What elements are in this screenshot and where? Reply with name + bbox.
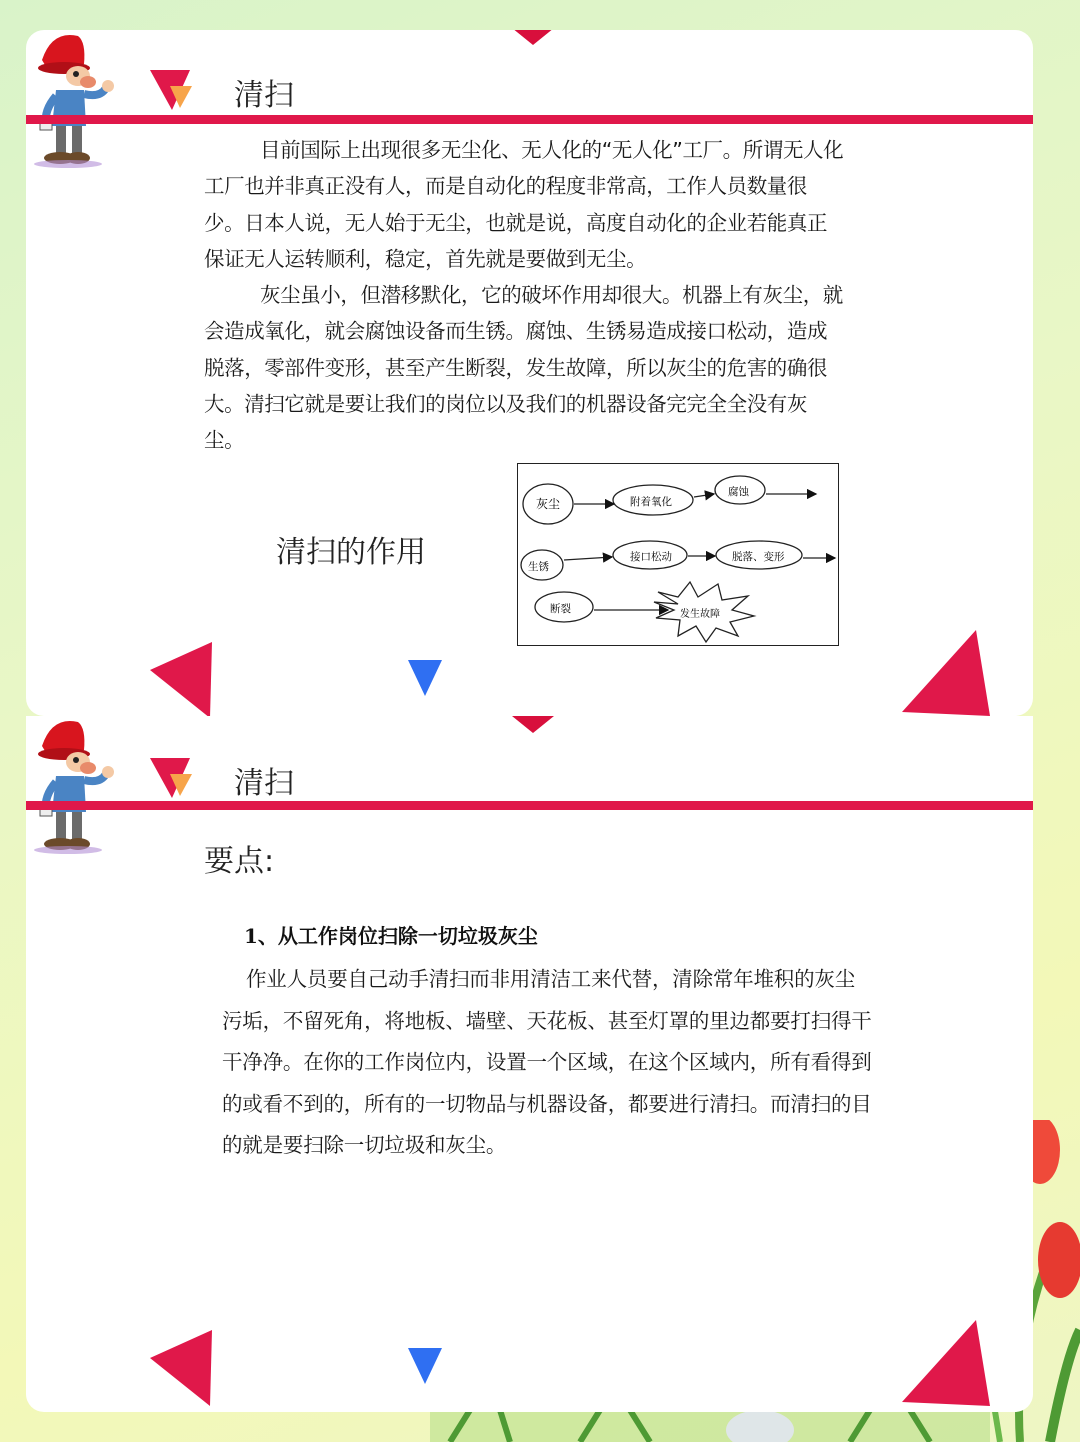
node-rust-label: 生锈 <box>528 561 549 573</box>
title-divider <box>26 115 1033 124</box>
section-label: 清扫的作用 <box>276 535 426 570</box>
red-triangle-right-decoration <box>902 630 992 716</box>
title-marker-icon <box>150 70 196 114</box>
node-oxidize-label: 附着氧化 <box>630 496 672 508</box>
point-1-text: 作业人员要自己动手清扫而非用清洁工来代替，清除常年堆积的灰尘污垢，不留死角，将地板、墙壁、天花板、甚至灯罩的里边都要打扫得干干净净。在你的工作岗位内，设置一个区域，在这个区域内，所有看得到的或看不到的，所有的一切物品与机器设备，都要进行清扫。而清扫的目的就是要扫除一切垃圾和灰尘。 <box>222 967 872 1157</box>
dust-effect-flow-diagram <box>517 463 839 646</box>
keypoints-heading: 要点: <box>204 844 275 879</box>
slide-1 <box>26 30 1033 716</box>
node-dust-label: 灰尘 <box>536 497 561 511</box>
title-marker-icon <box>150 758 196 802</box>
node-loose-label: 接口松动 <box>630 551 672 563</box>
blue-triangle-decoration <box>408 660 442 696</box>
grass-decoration <box>430 1410 990 1442</box>
title-divider <box>26 801 1033 810</box>
point-1-body <box>222 959 872 1167</box>
top-notch-triangle <box>512 30 554 45</box>
paragraph-1: 目前国际上出现很多无尘化、无人化的“无人化”工厂。所谓无人化工厂也并非真正没有人，而是自动化的程度非常高，工作人员数量很少。日本人说，无人始于无尘，也就是说，高度自动化的企业若能真正保证无人运转顺利，稳定，首先就是要做到无尘。 <box>204 138 844 271</box>
node-fault-label: 发生故障 <box>680 609 720 620</box>
worker-mascot-icon <box>28 30 128 170</box>
node-deform-label: 脱落、变形 <box>732 551 785 563</box>
paragraph-2: 灰尘虽小，但潜移默化，它的破坏作用却很大。机器上有灰尘，就会造成氧化，就会腐蚀设备而生锈。腐蚀、生锈易造成接口松动，造成脱落，零部件变形，甚至产生断裂，发生故障，所以灰尘的危害的确很大。清扫它就是要让我们的岗位以及我们的机器设备完完全全没有灰尘。 <box>204 283 843 453</box>
point-1-title: 1、从工作岗位扫除一切垃圾灰尘 <box>244 924 538 948</box>
body-text <box>204 132 844 459</box>
blue-triangle-decoration <box>408 1348 442 1384</box>
node-corrode-label: 腐蚀 <box>728 486 749 498</box>
red-triangle-left-decoration <box>150 642 214 716</box>
node-break-label: 断裂 <box>550 603 571 615</box>
worker-mascot-icon <box>28 716 128 856</box>
slide-title: 清扫 <box>234 78 294 113</box>
red-triangle-left-decoration <box>150 1330 214 1406</box>
slide-title: 清扫 <box>234 766 294 801</box>
slide-2 <box>26 716 1033 1412</box>
red-triangle-right-decoration <box>902 1320 992 1406</box>
top-notch-triangle <box>512 716 554 733</box>
